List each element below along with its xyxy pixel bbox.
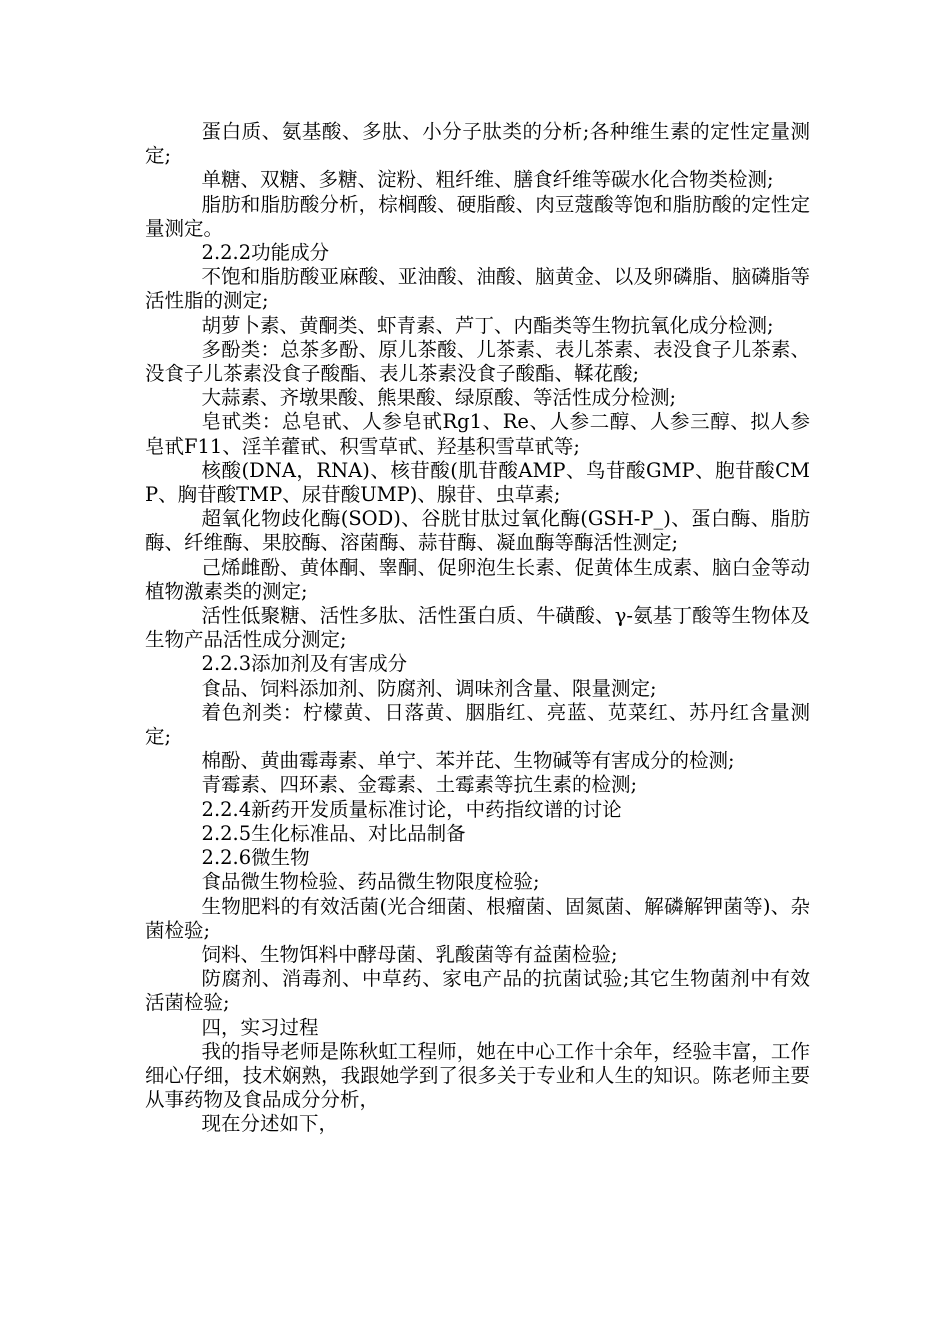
document-body: [145, 120, 810, 1137]
section-heading-2-2-5: 2.2.5生化标准品、对比品制备: [201, 821, 466, 845]
paragraph-colorants: 着色剂类：柠檬黄、日落黄、胭脂红、亮蓝、苋菜红、苏丹红含量测定;: [145, 700, 810, 749]
paragraph-protein-vitamin: 蛋白质、氨基酸、多肽、小分子肽类的分析;各种维生素的定性定量测定;: [145, 120, 810, 168]
paragraph-active-ingredients: 活性低聚糖、活性多肽、活性蛋白质、牛磺酸、γ-氨基丁酸等生物体及生物产品活性成分测定;: [145, 604, 810, 652]
paragraph-hormone: 己烯雌酚、黄体酮、睾酮、促卵泡生长素、促黄体生成素、脑白金等动植物激素类的测定;: [145, 555, 810, 603]
paragraph-bio-fertilizer: 生物肥料的有效活菌(光合细菌、根瘤菌、固氮菌、解磷解钾菌等)、杂菌检验;: [145, 894, 810, 942]
paragraph-antibacterial: 防腐剂、消毒剂、中草药、家电产品的抗菌试验;其它生物菌剂中有效活菌检验;: [145, 967, 810, 1015]
paragraph-harmful: 棉酚、黄曲霉毒素、单宁、苯并芘、生物碱等有害成分的检测;: [201, 749, 735, 773]
section-heading-2-2-6: 2.2.6微生物: [201, 846, 310, 870]
section-heading-2-2-3: 2.2.3添加剂及有害成分: [201, 652, 408, 676]
paragraph-intro-detail: 现在分述如下，: [201, 1112, 339, 1136]
paragraph-additives: 食品、饲料添加剂、防腐剂、调味剂含量、限量测定;: [201, 676, 657, 700]
paragraph-polyphenol: 多酚类：总茶多酚、原儿茶酸、儿茶素、表儿茶素、表没食子儿茶素、没食子儿茶素没食子酸酯、表儿茶素没食子酸酯、鞣花酸;: [145, 337, 810, 386]
paragraph-carbohydrate: 单糖、双糖、多糖、淀粉、粗纤维、膳食纤维等碳水化合物类检测;: [201, 168, 774, 192]
paragraph-mentor: 我的指导老师是陈秋虹工程师，她在中心工作十余年，经验丰富，工作细心仔细，技术娴熟，我跟她学到了很多关于专业和人生的知识。陈老师主要从事药物及食品成分分析，: [145, 1039, 810, 1112]
section-heading-2-2-2: 2.2.2功能成分: [201, 241, 330, 265]
paragraph-nucleic-acid: 核酸(DNA，RNA)、核苷酸(肌苷酸AMP、鸟苷酸GMP、胞苷酸CMP、胸苷酸TMP、尿苷酸UMP)、腺苷、虫草素;: [145, 458, 810, 507]
paragraph-feed: 饲料、生物饵料中酵母菌、乳酸菌等有益菌检验;: [201, 942, 618, 966]
paragraph-antioxidant: 胡萝卜素、黄酮类、虾青素、芦丁、内酯类等生物抗氧化成分检测;: [201, 313, 774, 337]
paragraph-fatty-acid: 脂肪和脂肪酸分析，棕榈酸、硬脂酸、肉豆蔻酸等饱和脂肪酸的定性定量测定。: [145, 192, 810, 240]
section-heading-internship: 四，实习过程: [201, 1015, 319, 1039]
paragraph-unsaturated-fat: 不饱和脂肪酸亚麻酸、亚油酸、油酸、脑黄金、以及卵磷脂、脑磷脂等活性脂的测定;: [145, 265, 810, 313]
paragraph-allicin: 大蒜素、齐墩果酸、熊果酸、绿原酸、等活性成分检测;: [201, 386, 677, 410]
paragraph-enzyme: 超氧化物歧化酶(SOD)、谷胱甘肽过氧化酶(GSH-P_)、蛋白酶、脂肪酶、纤维酶、果胶酶、溶菌酶、蒜苷酶、凝血酶等酶活性测定;: [145, 507, 810, 555]
paragraph-antibiotics: 青霉素、四环素、金霉素、土霉素等抗生素的检测;: [201, 773, 638, 797]
paragraph-microbe-test: 食品微生物检验、药品微生物限度检验;: [201, 870, 540, 894]
paragraph-saponin: 皂甙类：总皂甙、人参皂甙Rg1、Re、人参二醇、人参三醇、拟人参皂甙F11、淫羊藿甙、积雪草甙、羟基积雪草甙等;: [145, 410, 810, 458]
section-heading-2-2-4: 2.2.4新药开发质量标准讨论，中药指纹谱的讨论: [201, 797, 622, 821]
